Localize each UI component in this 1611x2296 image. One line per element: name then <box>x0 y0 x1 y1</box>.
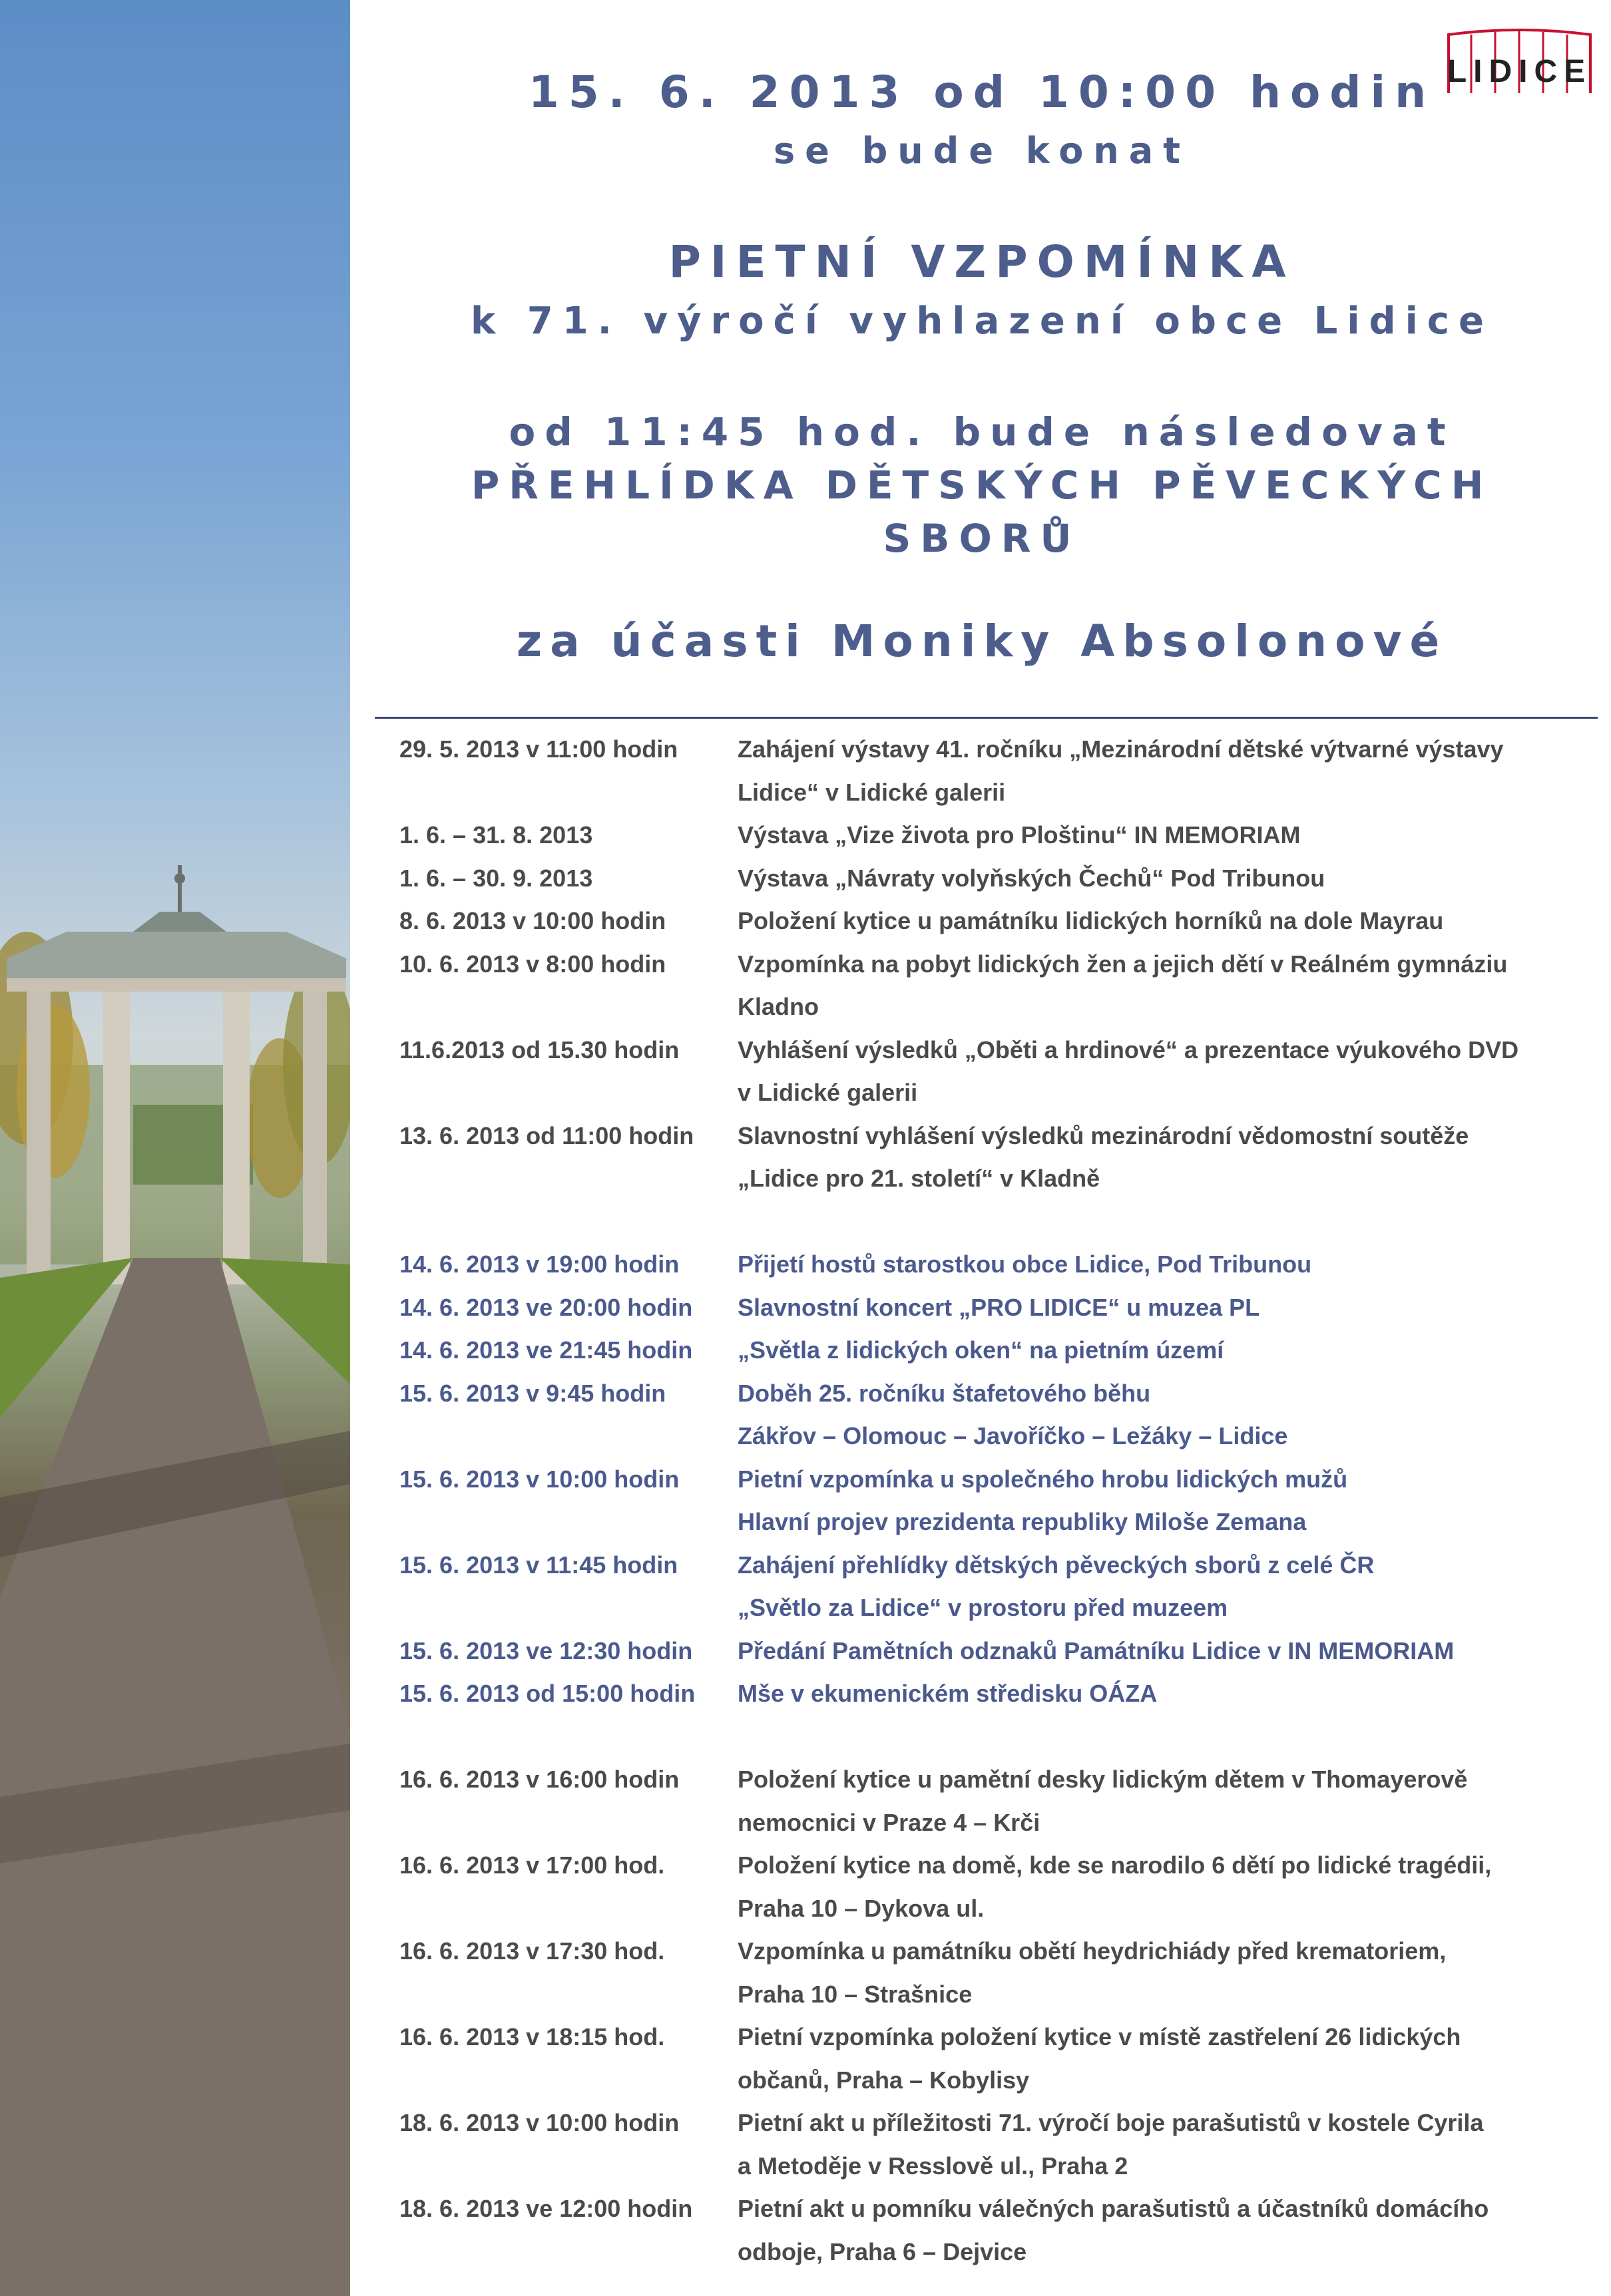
schedule-date: 13. 6. 2013 od 11:00 hodin <box>399 1121 694 1149</box>
logo-text: LIDICE <box>1447 54 1592 89</box>
description-line: Pietní vzpomínka položení kytice v místě zastřelení 26 lidických <box>738 2023 1461 2050</box>
description-line: Pietní vzpomínka u společného hrobu lidických mužů <box>738 1465 1348 1493</box>
schedule-description <box>738 1029 1598 1115</box>
schedule-date: 10. 6. 2013 v 8:00 hodin <box>399 950 666 978</box>
description-line: a Metoděje v Resslově ul., Praha 2 <box>738 2152 1128 2180</box>
schedule-date: 18. 6. 2013 v 10:00 hodin <box>399 2109 680 2136</box>
schedule-row <box>399 728 1598 814</box>
schedule-description <box>738 814 1598 857</box>
schedule-description <box>738 1372 1598 1458</box>
schedule-row <box>399 1672 1598 1716</box>
schedule-date: 15. 6. 2013 v 10:00 hodin <box>399 1465 680 1493</box>
schedule-row <box>399 1630 1598 1673</box>
schedule-description <box>738 2016 1598 2102</box>
schedule-date: 16. 6. 2013 v 18:15 hod. <box>399 2023 665 2050</box>
schedule-date: 15. 6. 2013 v 9:45 hodin <box>399 1379 666 1407</box>
description-line: nemocnici v Praze 4 – Krči <box>738 1808 1040 1836</box>
schedule-row <box>399 1115 1598 1201</box>
description-line: Kladno <box>738 993 819 1020</box>
group-spacer <box>399 1716 1598 1759</box>
description-line: Přijetí hostů starostkou obce Lidice, Pod Tribunou <box>738 1250 1312 1278</box>
description-line: Vyhlášení výsledků „Oběti a hrdinové“ a prezentace výukového DVD <box>738 1036 1519 1063</box>
schedule-date: 16. 6. 2013 v 16:00 hodin <box>399 1766 680 1793</box>
schedule-row <box>399 900 1598 943</box>
description-line: Předání Pamětních odznaků Památníku Lidice v IN MEMORIAM <box>738 1636 1455 1664</box>
event-date-heading: 15. 6. 2013 od 10:00 hodin <box>528 67 1436 118</box>
schedule-date: 15. 6. 2013 od 15:00 hodin <box>399 1680 696 1707</box>
divider-rule <box>375 717 1598 719</box>
schedule-row <box>399 1844 1598 1930</box>
description-line: Mše v ekumenickém středisku OÁZA <box>738 1680 1158 1707</box>
description-line: „Lidice pro 21. století“ v Kladně <box>738 1165 1100 1192</box>
description-line: Hlavní projev prezidenta republiky Miloše Zemana <box>738 1508 1307 1535</box>
event-title: PIETNÍ VZPOMÍNKA <box>668 236 1295 287</box>
description-line: Vzpomínka na pobyt lidických žen a jejich dětí v Reálném gymnáziu <box>738 950 1508 978</box>
description-line: Doběh 25. ročníku štafetového běhu <box>738 1379 1151 1407</box>
event-schedule <box>399 728 1598 2273</box>
schedule-description <box>738 1458 1598 1544</box>
followup-title-line2: SBORŮ <box>883 516 1081 561</box>
description-line: odboje, Praha 6 – Dejvice <box>738 2237 1027 2265</box>
event-subheading: se bude konat <box>774 130 1190 172</box>
schedule-date: 11.6.2013 od 15.30 hodin <box>399 1036 680 1063</box>
schedule-description <box>738 2102 1598 2188</box>
schedule-date: 29. 5. 2013 v 11:00 hodin <box>399 735 678 763</box>
schedule-description <box>738 1243 1598 1286</box>
schedule-date: 15. 6. 2013 v 11:45 hodin <box>399 1551 678 1579</box>
schedule-date: 18. 6. 2013 ve 12:00 hodin <box>399 2195 693 2222</box>
description-line: občanů, Praha – Kobylisy <box>738 2066 1030 2094</box>
schedule-description <box>738 1329 1598 1372</box>
schedule-date: 15. 6. 2013 ve 12:30 hodin <box>399 1636 693 1664</box>
schedule-date: 8. 6. 2013 v 10:00 hodin <box>399 907 666 934</box>
schedule-row <box>399 1458 1598 1544</box>
schedule-row <box>399 2016 1598 2102</box>
description-line: Zákřov – Olomouc – Javoříčko – Ležáky – Lidice <box>738 1422 1288 1449</box>
memorial-photo <box>0 0 350 2296</box>
description-line: Vzpomínka u památníku obětí heydrichiády před krematoriem, <box>738 1937 1447 1965</box>
schedule-description <box>738 1672 1598 1716</box>
schedule-date: 14. 6. 2013 ve 20:00 hodin <box>399 1293 693 1321</box>
schedule-row <box>399 1930 1598 2016</box>
schedule-description <box>738 1544 1598 1630</box>
schedule-row <box>399 1286 1598 1330</box>
description-line: Výstava „Návraty volyňských Čechů“ Pod Tribunou <box>738 864 1325 892</box>
schedule-row <box>399 2188 1598 2273</box>
description-line: Lidice“ v Lidické galerii <box>738 778 1006 806</box>
description-line: Výstava „Vize života pro Ploštinu“ IN MEMORIAM <box>738 821 1301 849</box>
schedule-date: 14. 6. 2013 ve 21:45 hodin <box>399 1336 693 1364</box>
schedule-row <box>399 857 1598 900</box>
schedule-description <box>738 1758 1598 1844</box>
description-line: v Lidické galerii <box>738 1079 918 1106</box>
description-line: „Světlo za Lidice“ v prostoru před muzeem <box>738 1594 1228 1621</box>
schedule-row <box>399 1243 1598 1286</box>
followup-title-line1: PŘEHLÍDKA DĚTSKÝCH PĚVECKÝCH <box>471 463 1493 508</box>
schedule-description <box>738 1630 1598 1673</box>
schedule-row <box>399 1329 1598 1372</box>
description-line: Pietní akt u pomníku válečných parašutistů a účastníků domácího <box>738 2195 1489 2222</box>
schedule-row <box>399 1758 1598 1844</box>
schedule-date: 14. 6. 2013 v 19:00 hodin <box>399 1250 680 1278</box>
schedule-date: 1. 6. – 31. 8. 2013 <box>399 821 593 849</box>
schedule-description <box>738 1844 1598 1930</box>
description-line: Položení kytice u pamětní desky lidickým dětem v Thomayerově <box>738 1766 1468 1793</box>
schedule-row <box>399 2102 1598 2188</box>
description-line: Praha 10 – Dykova ul. <box>738 1894 985 1922</box>
schedule-description <box>738 943 1598 1029</box>
followup-time: od 11:45 hod. bude následovat <box>509 409 1455 455</box>
schedule-description <box>738 1286 1598 1330</box>
schedule-description <box>738 728 1598 814</box>
description-line: Položení kytice u památníku lidických horníků na dole Mayrau <box>738 907 1444 934</box>
description-line: Položení kytice na domě, kde se narodilo 6 dětí po lidické tragédii, <box>738 1851 1492 1879</box>
schedule-description <box>738 857 1598 900</box>
description-line: Slavnostní vyhlášení výsledků mezinárodní vědomostní soutěže <box>738 1121 1469 1149</box>
description-line: Zahájení výstavy 41. ročníku „Mezinárodní dětské výtvarné výstavy <box>738 735 1504 763</box>
schedule-description <box>738 1115 1598 1201</box>
schedule-row <box>399 1029 1598 1115</box>
description-line: Slavnostní koncert „PRO LIDICE“ u muzea PL <box>738 1293 1260 1321</box>
group-spacer <box>399 1201 1598 1244</box>
schedule-date: 1. 6. – 30. 9. 2013 <box>399 864 593 892</box>
schedule-description <box>738 1930 1598 2016</box>
guest-line: za účasti Moniky Absolonové <box>516 616 1448 667</box>
memorial-photo-illustration <box>0 0 350 2296</box>
schedule-description <box>738 900 1598 943</box>
event-anniversary: k 71. výročí vyhlazení obce Lidice <box>471 299 1493 343</box>
schedule-row <box>399 1544 1598 1630</box>
schedule-date: 16. 6. 2013 v 17:00 hod. <box>399 1851 665 1879</box>
description-line: Praha 10 – Strašnice <box>738 1980 973 2008</box>
schedule-row <box>399 814 1598 857</box>
description-line: Pietní akt u příležitosti 71. výročí boje parašutistů v kostele Cyrila <box>738 2109 1484 2136</box>
description-line: Zahájení přehlídky dětských pěveckých sborů z celé ČR <box>738 1551 1375 1579</box>
schedule-row <box>399 1372 1598 1458</box>
schedule-row <box>399 943 1598 1029</box>
description-line: „Světla z lidických oken“ na pietním území <box>738 1336 1224 1364</box>
schedule-date: 16. 6. 2013 v 17:30 hod. <box>399 1937 665 1965</box>
schedule-description <box>738 2188 1598 2273</box>
